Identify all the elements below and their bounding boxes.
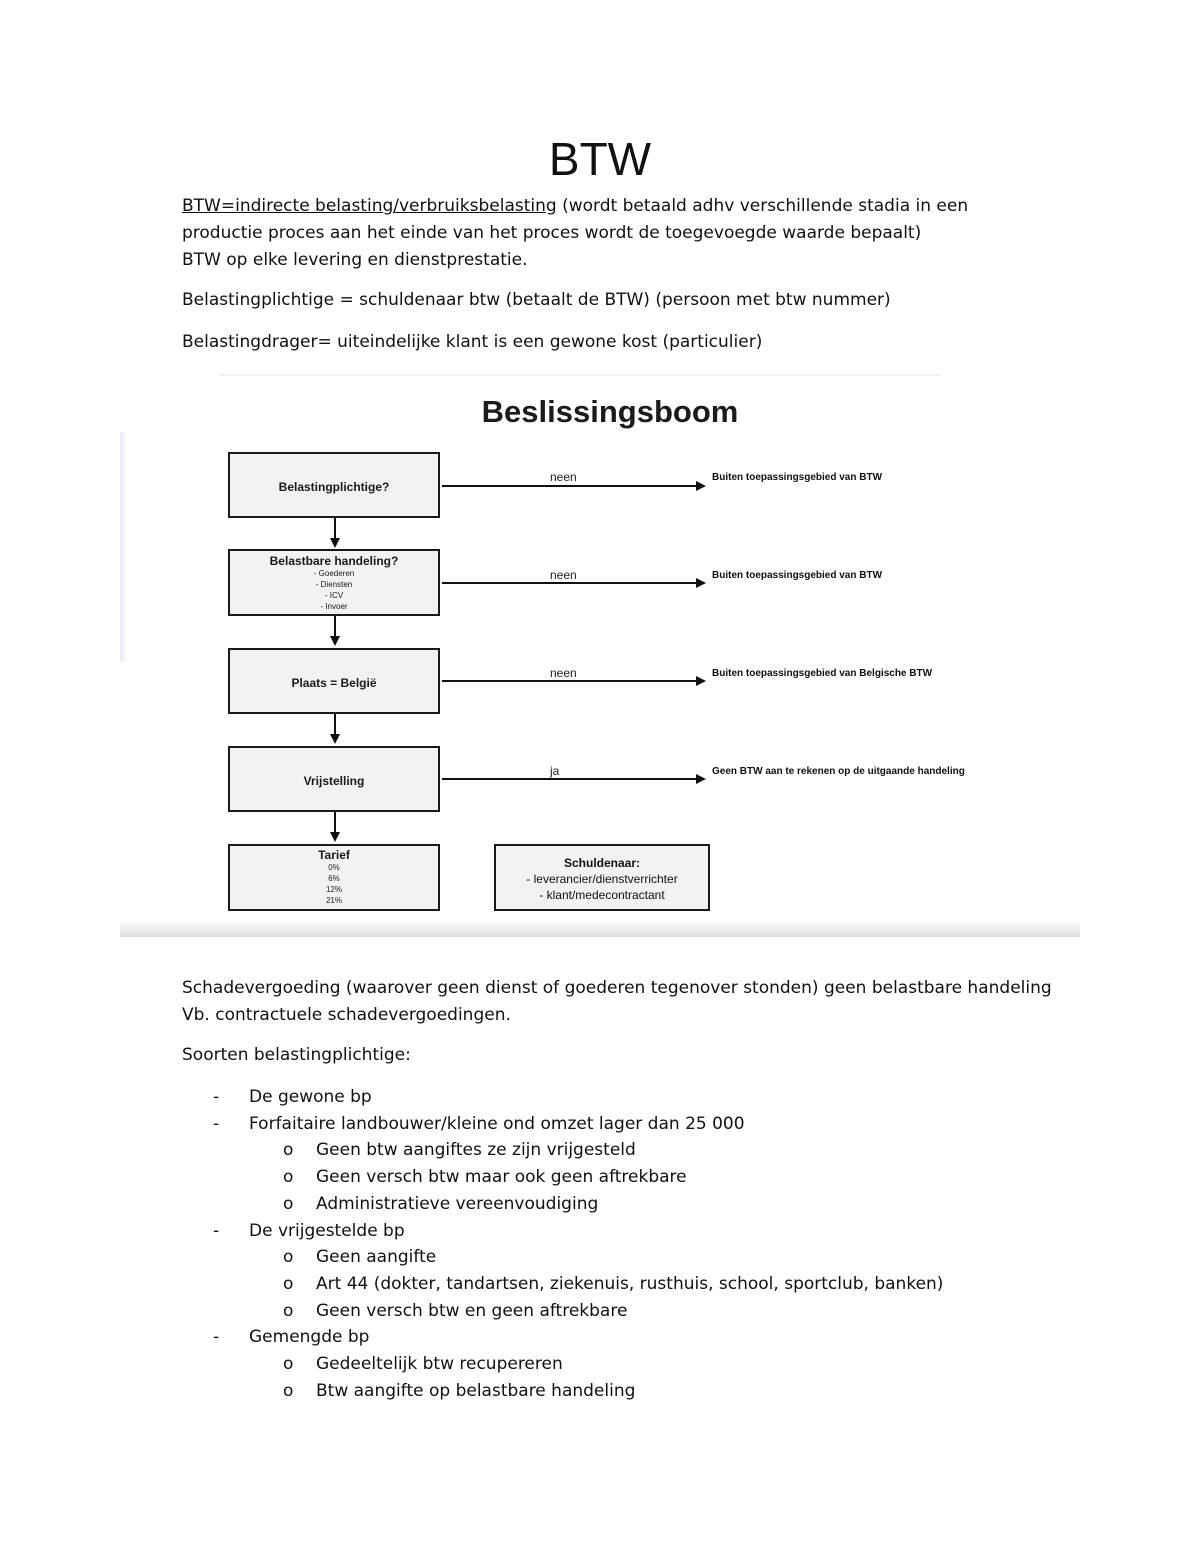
- sub-list-item-label: Geen aangifte: [316, 1247, 437, 1268]
- tree-node-taxable-transaction: [228, 549, 440, 616]
- tree-edge-label: ja: [550, 764, 560, 778]
- tree-node-label: Plaats = België: [291, 676, 377, 690]
- sub-list-item-label: Art 44 (dokter, tandartsen, ziekenuis, rusthuis, school, sportclub, banken): [316, 1273, 944, 1294]
- sub-list-item: [249, 1298, 943, 1325]
- tree-node-sub: - ICV: [324, 591, 344, 600]
- sub-list: [249, 1351, 943, 1404]
- tree-outcome: Buiten toepassingsgebied van BTW: [712, 570, 883, 581]
- arrow-down-icon: [330, 636, 340, 646]
- sub-list-item-label: Btw aangifte op belastbare handeling: [316, 1380, 636, 1401]
- tree-connector: [334, 616, 336, 638]
- tree-edge-line: [442, 485, 696, 487]
- tree-edge-line: [442, 778, 696, 780]
- list-item-label: Gemengde bp: [249, 1327, 370, 1348]
- tree-node-exemption: [228, 746, 440, 812]
- sub-list-item: [249, 1378, 943, 1405]
- taxpayer-types-list: [182, 1084, 943, 1404]
- circle-bullet: o: [283, 1167, 294, 1188]
- tree-connector: [334, 812, 336, 834]
- dash-bullet: -: [213, 1113, 220, 1134]
- tree-connector: [334, 518, 336, 540]
- sub-list-item-label: Geen versch btw en geen aftrekbare: [316, 1300, 628, 1321]
- intro-line-1: [182, 193, 968, 220]
- tree-node-label: Belastingplichtige?: [278, 480, 390, 494]
- sub-list-item: [249, 1164, 943, 1191]
- decision-tree-title: Beslissingsboom: [481, 394, 739, 429]
- arrow-down-icon: [330, 734, 340, 744]
- dash-bullet: -: [213, 1327, 220, 1348]
- arrow-right-icon: [696, 578, 706, 588]
- arrow-right-icon: [696, 481, 706, 491]
- figure-shadow-bottom: [120, 919, 1080, 937]
- sub-list-item: [249, 1191, 943, 1218]
- tree-node-sub: 21%: [325, 896, 342, 905]
- sub-list-item-label: Geen versch btw maar ook geen aftrekbare: [316, 1167, 687, 1188]
- list-item: [182, 1111, 943, 1218]
- definition-tax-bearer: Belastingdrager= uiteindelijke klant is een gewone kost (particulier): [182, 332, 763, 352]
- list-item-label: Forfaitaire landbouwer/kleine ond omzet lager dan 25 000: [249, 1113, 745, 1134]
- dash-bullet: -: [213, 1220, 220, 1241]
- tree-node-place: [228, 648, 440, 714]
- figure-shadow-left: [120, 432, 128, 662]
- arrow-right-icon: [696, 676, 706, 686]
- sub-list-item: [249, 1137, 943, 1164]
- intro-line-1-rest: (wordt betaald adhv verschillende stadia in een: [556, 196, 969, 216]
- tree-outcome: Geen BTW aan te rekenen op de uitgaande handeling: [712, 766, 965, 777]
- tree-node-sub: 12%: [325, 885, 342, 894]
- types-heading: Soorten belastingplichtige:: [182, 1045, 411, 1065]
- damages-line-2: Vb. contractuele schadevergoedingen.: [182, 1005, 511, 1025]
- circle-bullet: o: [283, 1300, 294, 1321]
- figure-edge: [220, 374, 940, 376]
- sub-list: [249, 1244, 943, 1324]
- list-item: [182, 1084, 943, 1111]
- debtor-item: - leverancier/dienstverrichter: [526, 872, 678, 886]
- damages-line-1: Schadevergoeding (waarover geen dienst of goederen tegenover stonden) geen belastbare handeling: [182, 978, 1052, 998]
- list-item-label: De gewone bp: [249, 1087, 372, 1107]
- tree-edge-label: neen: [550, 666, 577, 680]
- list-item: [182, 1324, 943, 1404]
- tree-node-label: Vrijstelling: [303, 774, 365, 788]
- sub-list-item: [249, 1351, 943, 1378]
- circle-bullet: o: [283, 1247, 294, 1268]
- definition-taxpayer: Belastingplichtige = schuldenaar btw (betaalt de BTW) (persoon met btw nummer): [182, 290, 891, 310]
- tree-outcome: Buiten toepassingsgebied van BTW: [712, 472, 883, 483]
- list-item: [182, 1218, 943, 1325]
- sub-list: [249, 1137, 943, 1217]
- list-item-label: De vrijgestelde bp: [249, 1220, 405, 1241]
- page-title: BTW: [548, 133, 652, 185]
- sub-list-item-label: Geen btw aangiftes ze zijn vrijgesteld: [316, 1140, 636, 1161]
- intro-line-3: BTW op elke levering en dienstprestatie.: [182, 250, 528, 270]
- tree-debtor-box: [494, 844, 710, 911]
- arrow-right-icon: [696, 774, 706, 784]
- decision-tree-figure: [120, 372, 1080, 937]
- tree-node-sub: - Goederen: [313, 569, 355, 578]
- tree-node-rate: [228, 844, 440, 911]
- tree-edge-label: neen: [550, 568, 577, 582]
- tree-node-label: Belastbare handeling?: [269, 554, 399, 568]
- tree-connector: [334, 714, 336, 736]
- circle-bullet: o: [283, 1380, 294, 1401]
- circle-bullet: o: [283, 1140, 294, 1161]
- intro-term: BTW=indirecte belasting/verbruiksbelasting: [182, 196, 557, 216]
- tree-node-sub: 0%: [328, 863, 340, 872]
- sub-list-item: [249, 1244, 943, 1271]
- circle-bullet: o: [283, 1354, 294, 1375]
- tree-node-sub: 6%: [328, 874, 340, 883]
- tree-outcome: Buiten toepassingsgebied van Belgische BTW: [712, 668, 933, 679]
- intro-line-2: productie proces aan het einde van het proces wordt de toegevoegde waarde bepaalt): [182, 223, 922, 243]
- tree-edge-line: [442, 680, 696, 682]
- sub-list-item: [249, 1271, 943, 1298]
- debtor-heading: Schuldenaar:: [563, 856, 641, 870]
- tree-edge-label: neen: [550, 470, 577, 484]
- circle-bullet: o: [283, 1193, 294, 1214]
- tree-node-sub: - Invoer: [320, 602, 348, 611]
- dash-bullet: -: [213, 1087, 220, 1107]
- circle-bullet: o: [283, 1273, 294, 1294]
- arrow-down-icon: [330, 538, 340, 548]
- sub-list-item-label: Administratieve vereenvoudiging: [316, 1193, 599, 1214]
- tree-node-taxpayer: [228, 452, 440, 518]
- arrow-down-icon: [330, 832, 340, 842]
- tree-node-sub: - Diensten: [315, 580, 353, 589]
- debtor-item: - klant/medecontractant: [539, 888, 665, 902]
- tree-node-label: Tarief: [318, 848, 350, 862]
- tree-edge-line: [442, 582, 696, 584]
- sub-list-item-label: Gedeeltelijk btw recupereren: [316, 1354, 563, 1375]
